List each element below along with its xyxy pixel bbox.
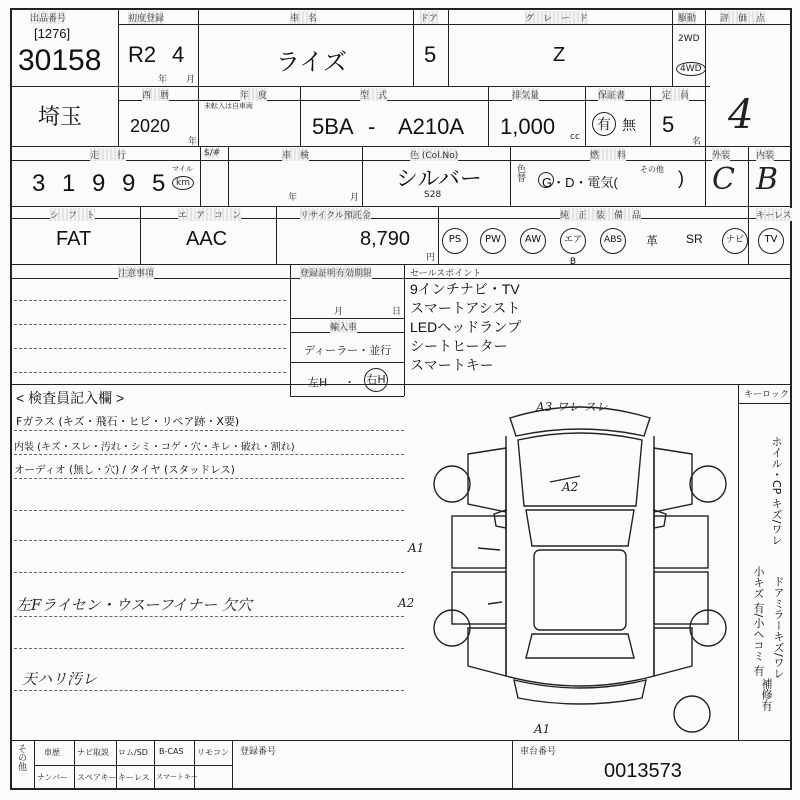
legend-small-scratch: 小キズ 有/小ヘコミ 有	[752, 566, 765, 676]
grade-label: グ レ ー ド	[525, 11, 588, 24]
inspector-audio-tire: オーディオ (無し・穴) / タイヤ (スタッドレス)	[14, 464, 235, 476]
ac-label: エ ア コ ン	[178, 208, 241, 221]
roof-panel	[534, 550, 626, 630]
displacement-label: 排気量	[512, 88, 539, 101]
mileage-unit-circled: km	[172, 176, 194, 190]
lot-label: 出品番号	[30, 11, 66, 24]
other-label: その他	[16, 744, 26, 771]
reg-day-unit: 日	[392, 307, 402, 317]
fuel-other-label: その他	[640, 165, 664, 174]
first-reg-era: R2	[128, 42, 157, 67]
reg-number-label: 登録番号	[240, 747, 277, 757]
inspector-interior: 内装 (キズ・スレ・汚れ・シミ・コゲ・穴・キレ・破れ・割れ)	[14, 442, 295, 453]
damage-mark-a2-rear-door: A2	[398, 596, 415, 610]
mileage-digit: 3	[32, 170, 46, 197]
handle-right-circled: 右H	[364, 368, 388, 392]
month-unit: 月	[186, 75, 196, 85]
equip-aw-circled: AW	[520, 228, 546, 254]
reg-expiry-label: 登録証明有効期限	[300, 266, 372, 279]
score-label: 評 価 点	[720, 11, 765, 24]
handle-separator: ・	[344, 376, 355, 389]
mileage-digit: 9	[92, 170, 106, 197]
sales-point: スマートキー	[410, 357, 494, 373]
capacity-unit: 名	[692, 137, 702, 147]
equipment-list	[442, 228, 792, 267]
mileage-unit-alt: マイル	[172, 165, 193, 173]
equip-sunroof: SR	[686, 232, 703, 246]
damage-mark-a2-hood: A2	[562, 480, 579, 494]
year-model-note: 未転入は自車両	[204, 102, 253, 110]
sales-point: LEDヘッドランプ	[410, 319, 522, 335]
drive-label: 駆動	[678, 11, 696, 24]
equip-abs-circled: ABS	[600, 228, 626, 254]
caution-label: 注意事項	[118, 266, 154, 279]
equip-airbag-circled: エアB	[560, 228, 586, 254]
legend-door-mirror: ドアミラーキズ/ワレ	[772, 576, 785, 679]
inspection-label: 車 検	[282, 148, 309, 161]
chassis-number: 0013573	[604, 760, 682, 782]
equip-leather: 革	[646, 234, 659, 248]
lot-number: 30158	[18, 44, 102, 77]
car-name: ライズ	[276, 49, 348, 76]
western-year: 2020	[130, 116, 171, 136]
sales-points-list	[410, 280, 710, 384]
footer-item: リモコン	[197, 748, 229, 757]
damage-mark-a3: A3 ワレ スレ	[536, 400, 608, 414]
drive-4wd-circled: 4WD	[676, 62, 706, 76]
inspector-title: < 検査員記入欄 >	[16, 390, 125, 406]
sales-points-label: セールスポイント	[410, 269, 482, 279]
footer-item: ロム/SD	[118, 748, 148, 757]
warranty-label: 保証書	[598, 88, 625, 101]
wheel-front-right	[690, 466, 726, 502]
cc-unit: cc	[570, 132, 580, 142]
handwritten-note-1: 左Fライセン・ウスーフイナー 欠穴	[16, 596, 252, 614]
shift: FAT	[56, 228, 92, 250]
car-name-label: 車 名	[290, 11, 317, 24]
spare-wheel	[674, 696, 710, 732]
recycle-label: リサイクル預託金	[300, 208, 371, 221]
model-code: A210A	[398, 114, 465, 139]
mileage-digit: 5	[152, 170, 166, 197]
footer-item: ナビ取説	[77, 748, 109, 757]
sales-point: 9インチナビ・TV	[410, 281, 520, 297]
displacement: 1,000	[500, 114, 556, 139]
legend-wheel-cap: ホイル・CP キズ/ワレ	[770, 436, 783, 546]
doors: 5	[424, 42, 437, 67]
keyless-label: キーレス	[756, 208, 792, 221]
mileage-digit: 1	[62, 170, 76, 197]
western-year-label: 西 暦	[142, 88, 169, 101]
keylock-label: キーロック	[744, 390, 789, 400]
first-reg-month: 4	[172, 42, 185, 67]
score: 4	[728, 92, 754, 138]
import-value: ディーラー・並行	[304, 344, 392, 357]
mileage-label: 走 行	[90, 148, 126, 161]
chassis-label: 車台番号	[520, 747, 557, 757]
legend-repaired: 補修有	[760, 678, 773, 711]
handwritten-note-2: 天ハリ汚レ	[22, 670, 98, 688]
year-unit: 年	[158, 75, 168, 85]
equip-label: 純 正 装 備 品	[560, 208, 641, 221]
exterior-grade: C	[712, 162, 735, 197]
warranty-yes-circled: 有	[592, 112, 616, 136]
first-reg-label: 初度登録	[128, 11, 164, 24]
fuel-label: 燃 料	[590, 148, 626, 161]
equip-tv-circled: TV	[758, 228, 784, 254]
region: 埼玉	[38, 104, 83, 129]
exterior-label: 外装	[712, 148, 730, 161]
sales-point: シートヒーター	[410, 338, 508, 354]
interior-label: 内装	[756, 148, 774, 161]
inspector-glass: Fガラス (キズ・飛石・ヒビ・リペア跡・X要)	[16, 415, 240, 428]
damage-mark-a1-left-door: A1	[408, 541, 425, 555]
fuel-options: G・D・電気(	[542, 175, 618, 190]
footer-item: 車歴	[44, 748, 60, 757]
footer-item: スマートキー	[156, 773, 198, 781]
interior-grade: B	[756, 162, 779, 197]
equip-pw-circled: PW	[480, 228, 506, 254]
recycle-fee: 8,790	[360, 228, 411, 250]
color-label: 色 (Col.No)	[410, 148, 458, 161]
capacity: 5	[662, 112, 675, 137]
footer-item: ナンバー	[37, 773, 69, 782]
fuel-close: )	[678, 168, 684, 188]
year-unit-2: 年	[188, 137, 198, 147]
equip-navi-circled: ナビ	[722, 228, 748, 254]
damage-mark-a1-rear: A1	[534, 722, 551, 736]
inspection-year-unit: 年	[288, 193, 298, 203]
mileage-digit: 9	[122, 170, 136, 197]
rear-bumper	[514, 680, 646, 704]
recycle-unit: 円	[426, 253, 436, 263]
equip-ps-circled: PS	[442, 228, 468, 254]
capacity-label: 定 員	[662, 88, 689, 101]
footer-item: キーレス	[118, 773, 150, 782]
wheel-front-left	[434, 466, 470, 502]
color-code: S28	[424, 190, 442, 200]
handle-left: 左H	[308, 376, 328, 389]
color: シルバー	[396, 166, 482, 191]
model-label: 型 式	[360, 88, 387, 101]
lot-bracket: [1276]	[34, 26, 71, 41]
car-damage-diagram	[430, 396, 730, 736]
door-label: ドア	[420, 11, 438, 24]
footer-item: スペアキー	[77, 773, 117, 782]
warranty-no: 無	[622, 117, 636, 133]
sales-point: スマートアシスト	[410, 300, 521, 316]
sjis-label: $/#	[204, 148, 221, 158]
model-dash: -	[368, 114, 376, 139]
ac: AAC	[186, 228, 228, 250]
color-change-label: 色替	[515, 164, 525, 182]
import-label: 輸入車	[330, 320, 357, 333]
grade: Z	[553, 44, 566, 66]
reg-month-unit: 月	[334, 307, 344, 317]
footer-item: B-CAS	[159, 747, 184, 756]
drive-2wd: 2WD	[678, 34, 700, 44]
model-prefix: 5BA	[312, 114, 354, 139]
inspection-month-unit: 月	[350, 193, 360, 203]
shift-label: シ フ ト	[50, 208, 95, 221]
year-model-label: 年 度	[240, 88, 267, 101]
